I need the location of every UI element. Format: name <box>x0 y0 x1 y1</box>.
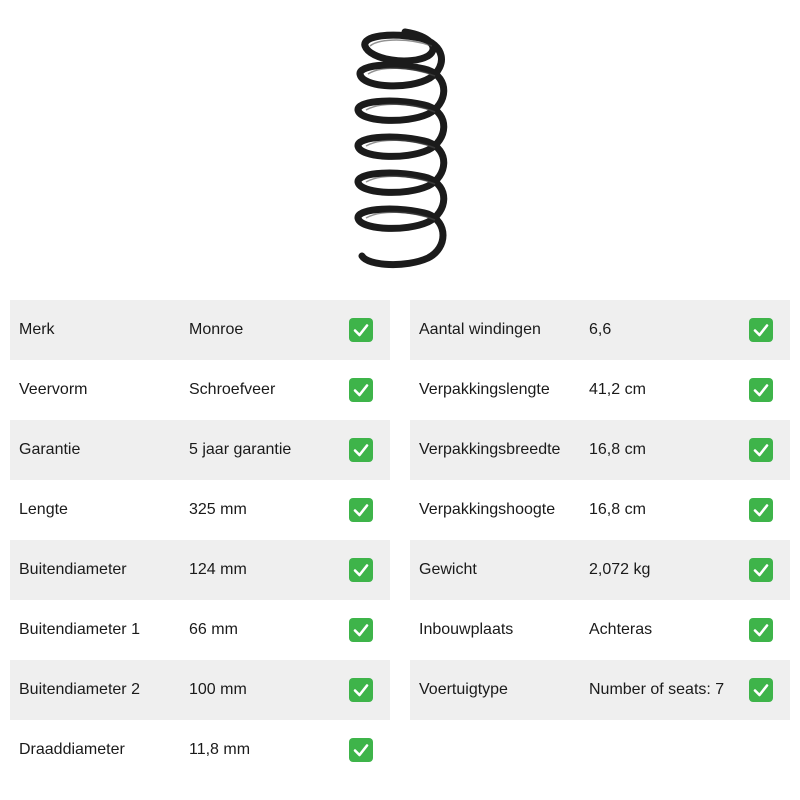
spec-row <box>410 360 790 420</box>
spec-value: Schroefveer <box>189 381 276 398</box>
spec-value: Monroe <box>189 321 244 338</box>
spec-label: Verpakkingsbreedte <box>419 441 561 458</box>
spec-row <box>410 480 790 540</box>
check-icon <box>749 378 773 402</box>
spec-value: 11,8 mm <box>189 741 251 758</box>
spec-value: 100 mm <box>189 681 247 698</box>
check-icon <box>349 558 373 582</box>
spec-row <box>410 660 790 720</box>
check-icon <box>349 618 373 642</box>
spec-row <box>10 420 390 480</box>
check-icon <box>349 498 373 522</box>
spec-row <box>10 600 390 660</box>
check-icon <box>349 378 373 402</box>
spec-label: Aantal windingen <box>419 321 541 338</box>
spec-value: 2,072 kg <box>589 561 651 578</box>
spec-value: Number of seats: 7 <box>589 681 725 698</box>
spec-row <box>410 540 790 600</box>
spec-value: 5 jaar garantie <box>189 441 292 458</box>
spec-row <box>10 660 390 720</box>
spec-label: Draaddiameter <box>19 741 125 758</box>
check-icon <box>749 618 773 642</box>
spec-row <box>10 300 390 360</box>
spec-row <box>10 720 390 780</box>
spec-value: 16,8 cm <box>589 501 646 518</box>
spec-label: Merk <box>19 321 55 338</box>
spec-label: Gewicht <box>419 561 477 578</box>
spec-label: Veervorm <box>19 381 88 398</box>
check-icon <box>749 558 773 582</box>
spec-label: Buitendiameter 2 <box>19 681 140 698</box>
spec-row <box>10 540 390 600</box>
spec-table-right <box>410 300 790 720</box>
spec-label: Verpakkingshoogte <box>419 501 556 518</box>
check-icon <box>749 678 773 702</box>
spec-table-left <box>10 300 390 780</box>
spec-label: Inbouwplaats <box>419 621 514 638</box>
spec-value: 325 mm <box>189 501 247 518</box>
spec-value: Achteras <box>589 621 653 638</box>
spec-label: Buitendiameter <box>19 561 127 578</box>
spec-row <box>10 480 390 540</box>
check-icon <box>749 498 773 522</box>
spec-value: 66 mm <box>189 621 238 638</box>
check-icon <box>749 318 773 342</box>
spec-value: 6,6 <box>589 321 612 338</box>
coil-spring-image <box>340 26 460 276</box>
spec-label: Lengte <box>19 501 68 518</box>
spec-label: Verpakkingslengte <box>419 381 550 398</box>
check-icon <box>349 438 373 462</box>
check-icon <box>349 678 373 702</box>
spec-row <box>410 300 790 360</box>
check-icon <box>749 438 773 462</box>
check-icon <box>349 318 373 342</box>
check-icon <box>349 738 373 762</box>
spec-value: 41,2 cm <box>589 381 646 398</box>
spec-label: Voertuigtype <box>419 681 508 698</box>
spec-label: Garantie <box>19 441 81 458</box>
spec-value: 124 mm <box>189 561 247 578</box>
spec-row <box>410 600 790 660</box>
spec-row <box>10 360 390 420</box>
spec-value: 16,8 cm <box>589 441 646 458</box>
spec-label: Buitendiameter 1 <box>19 621 140 638</box>
spec-row <box>410 420 790 480</box>
